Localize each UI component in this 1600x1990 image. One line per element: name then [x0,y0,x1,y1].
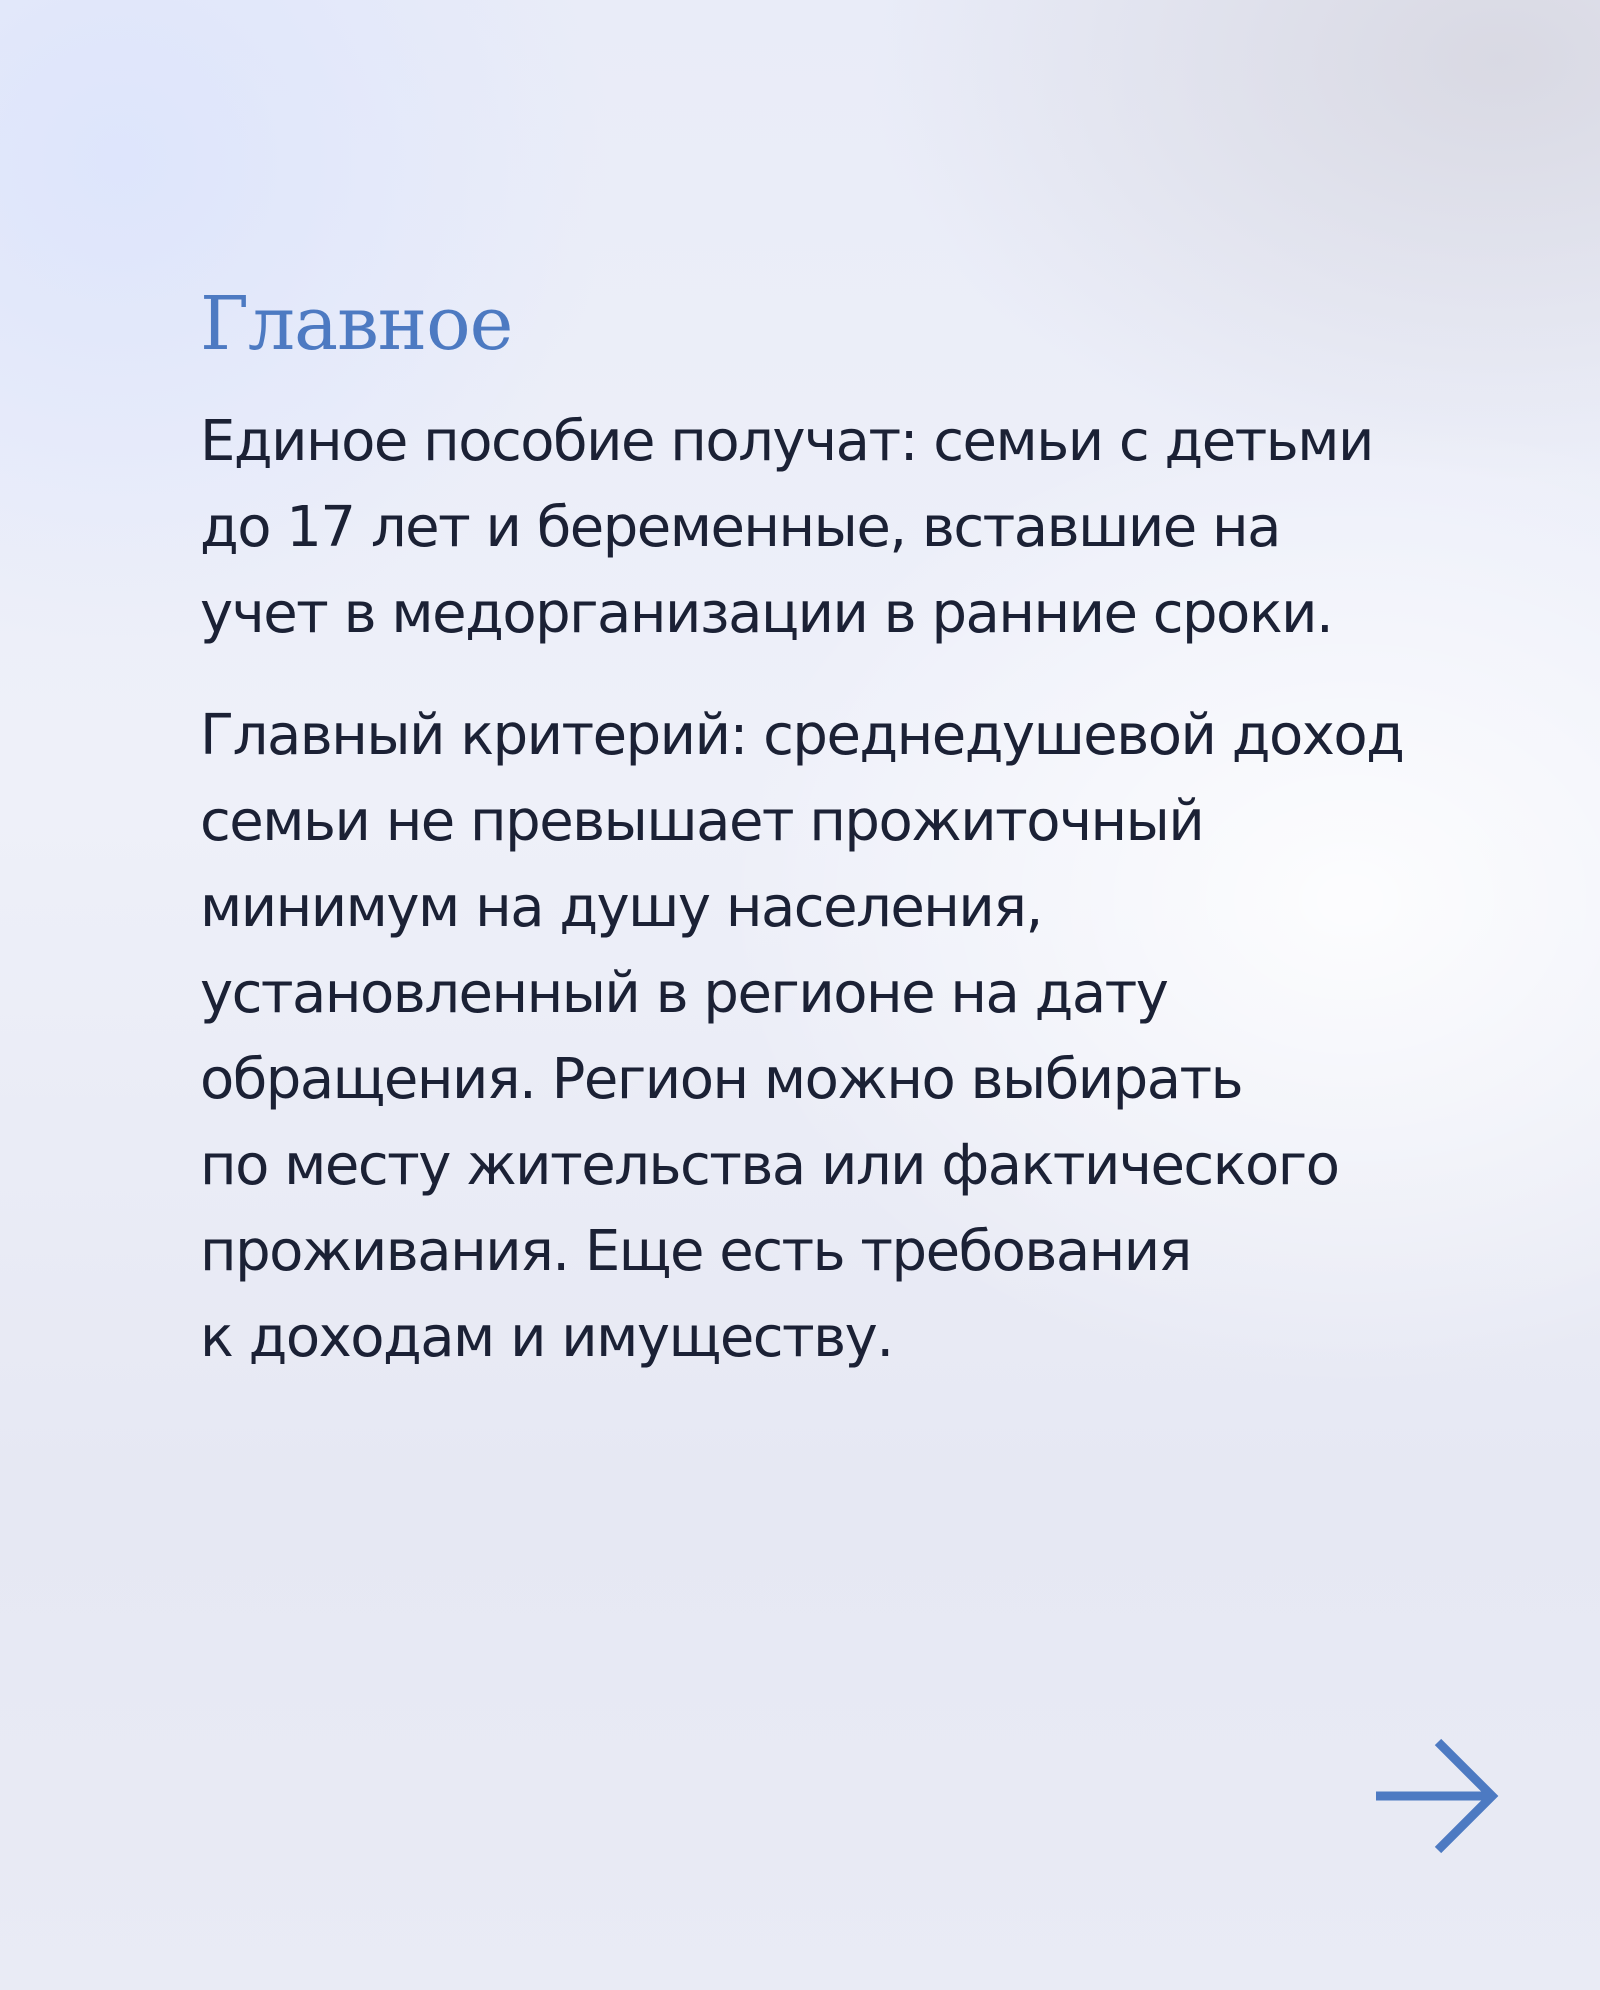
main-content [200,280,1520,1381]
paragraph-criteria: Главный критерий: среднедушевой доход семьи не превышает прожиточный минимум на душу населения, установленный в регионе на дату обращения. Регион можно выбирать по месту жительства или фактического проживания. Еще есть требования к доходам и имуществу. [200,702,1404,1370]
next-slide-button[interactable] [1372,1736,1502,1856]
paragraph-recipients: Единое пособие получат: семьи с детьми до 17 лет и беременные, вставшие на учет в медорганизации в ранние сроки. [200,408,1373,646]
arrow-right-icon [1372,1736,1502,1856]
page-title: Главное [200,281,513,367]
